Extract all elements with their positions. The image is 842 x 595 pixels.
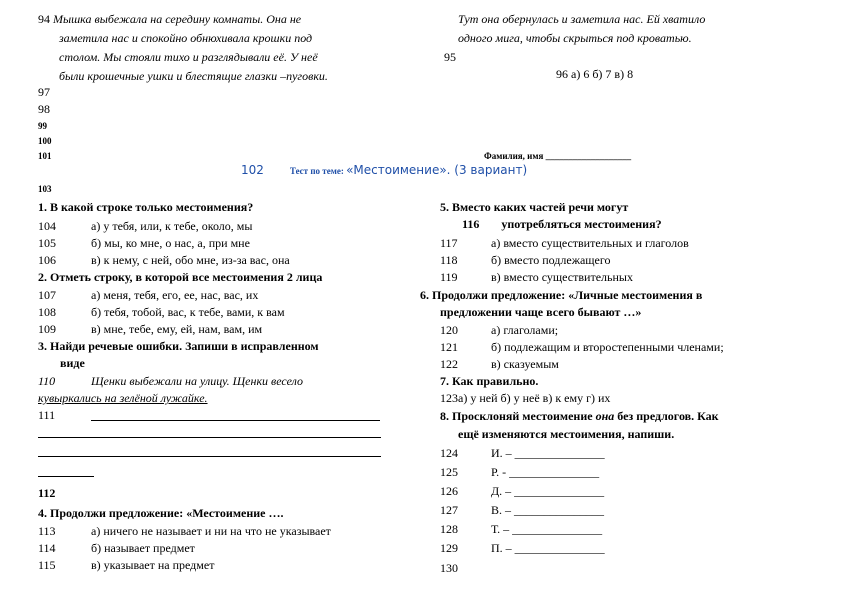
question-7-title: 7. Как правильно. [440, 374, 539, 388]
case-answer-line[interactable]: Д. – _______________ [491, 484, 605, 498]
line-number: 125 [440, 465, 458, 479]
line-number: 107 [38, 288, 56, 302]
story-line: Мышка выбежала на середину комнаты. Она не [53, 12, 302, 26]
line-number: 126 [440, 484, 458, 498]
surname-field-label: Фамилия, имя ___________________ [484, 151, 632, 161]
story-left-block [38, 12, 301, 26]
line-number: 103 [38, 184, 52, 194]
question-7-answer: 123а) у ней б) у неё в) к ему г) их [440, 391, 611, 405]
line-number: 116 [462, 217, 480, 231]
answer-option: б) вместо подлежащего [491, 253, 611, 267]
answer-line[interactable] [91, 420, 380, 421]
answer-option: а) у тебя, или, к тебе, около, мы [91, 219, 253, 233]
line-number: 119 [440, 270, 458, 284]
answer-option: б) мы, ко мне, о нас, а, при мне [91, 236, 250, 250]
line-number: 118 [440, 253, 458, 267]
answer-line[interactable] [38, 476, 94, 477]
question-2-title: 2. Отметь строку, в которой все местоимения 2 лица [38, 270, 323, 284]
question-3-title: 3. Найди речевые ошибки. Запиши в исправленном [38, 339, 319, 353]
line-number: 129 [440, 541, 458, 555]
test-title-prefix: Тест по теме: [289, 166, 347, 176]
line-number: 94 [38, 12, 50, 26]
line-number: 130 [440, 561, 458, 575]
exercise-sentence: кувыркались на зелёной лужайке. [38, 391, 208, 405]
answer-option: в) к нему, с ней, обо мне, из-за вас, она [91, 253, 290, 267]
answer-option: а) глаголами; [491, 323, 559, 337]
case-answer-line[interactable]: В. – _______________ [491, 503, 605, 517]
answer-option: в) указывает на предмет [91, 558, 215, 572]
answer-option: а) меня, тебя, его, ее, нас, вас, их [91, 288, 259, 302]
line-number: 128 [440, 522, 458, 536]
story-line: Тут она обернулась и заметила нас. Ей хватило [458, 12, 706, 26]
line-number: 111 [38, 408, 56, 422]
line-number: 109 [38, 322, 56, 336]
line-number: 95 [444, 50, 456, 64]
line-number: 114 [38, 541, 56, 555]
line-number: 112 [38, 486, 56, 500]
case-answer-line[interactable]: Т. – _______________ [491, 522, 603, 536]
answer-line[interactable] [38, 437, 381, 438]
answer-option: в) вместо существительных [491, 270, 633, 284]
question-8-title-text: без предлогов. Как [614, 409, 719, 423]
line-number: 102 [241, 163, 264, 177]
line-number: 122 [440, 357, 458, 371]
answer-option: б) тебя, тобой, вас, к тебе, вами, к вам [91, 305, 285, 319]
story-line: были крошечные ушки и блестящие глазки –пуговки. [59, 69, 328, 83]
test-title [241, 163, 527, 178]
case-answer-line[interactable]: И. – _______________ [491, 446, 605, 460]
question-8-pronoun: она [595, 409, 615, 423]
question-8-title [440, 409, 719, 423]
question-96-options: 96 а) 6 б) 7 в) 8 [556, 67, 634, 81]
question-3-title-cont: виде [60, 356, 85, 370]
answer-option: б) подлежащим и второстепенными членами; [491, 340, 724, 354]
answer-option: б) называет предмет [91, 541, 195, 555]
question-8-title-text: 8. Просклоняй местоимение [440, 409, 596, 423]
answer-option: а) ничего не называет и ни на что не указывает [91, 524, 331, 538]
question-5-title-text: употребляться местоимения? [501, 217, 662, 231]
line-number: 110 [38, 374, 56, 388]
question-5-title-cont [462, 217, 662, 231]
answer-option: в) сказуемым [491, 357, 559, 371]
line-number: 124 [440, 446, 458, 460]
line-number: 113 [38, 524, 56, 538]
exercise-sentence: Щенки выбежали на улицу. Щенки весело [91, 374, 304, 388]
line-number: 105 [38, 236, 56, 250]
answer-line[interactable] [38, 456, 381, 457]
line-number: 100 [38, 136, 52, 146]
line-number: 120 [440, 323, 458, 337]
line-number: 121 [440, 340, 458, 354]
line-number: 106 [38, 253, 56, 267]
line-number: 101 [38, 151, 52, 161]
case-answer-line[interactable]: П. – _______________ [491, 541, 605, 555]
line-number: 127 [440, 503, 458, 517]
test-title-topic: «Местоимение». (3 вариант) [346, 163, 528, 177]
case-answer-line[interactable]: Р. - _______________ [491, 465, 600, 479]
question-6-title: 6. Продолжи предложение: «Личные местоимения в [420, 288, 703, 302]
line-number: 108 [38, 305, 56, 319]
question-6-title-cont: предложении чаще всего бывают …» [440, 305, 642, 319]
line-number: 99 [38, 121, 47, 131]
question-1-title: 1. В какой строке только местоимения? [38, 200, 254, 214]
question-8-title-cont: ещё изменяются местоимения, напиши. [458, 427, 675, 441]
answer-option: в) мне, тебе, ему, ей, нам, вам, им [91, 322, 263, 336]
story-line: одного мига, чтобы скрыться под кроватью. [458, 31, 692, 45]
line-number: 97 [38, 85, 50, 99]
answer-option: а) вместо существительных и глаголов [491, 236, 689, 250]
question-5-title: 5. Вместо каких частей речи могут [440, 200, 629, 214]
line-number: 98 [38, 102, 50, 116]
line-number: 104 [38, 219, 56, 233]
line-number: 115 [38, 558, 56, 572]
story-line: столом. Мы стояли тихо и разглядывали её. У неё [59, 50, 318, 64]
line-number: 117 [440, 236, 458, 250]
question-4-title: 4. Продолжи предложение: «Местоимение …. [38, 506, 284, 520]
story-line: заметила нас и спокойно обнюхивала крошки под [59, 31, 313, 45]
